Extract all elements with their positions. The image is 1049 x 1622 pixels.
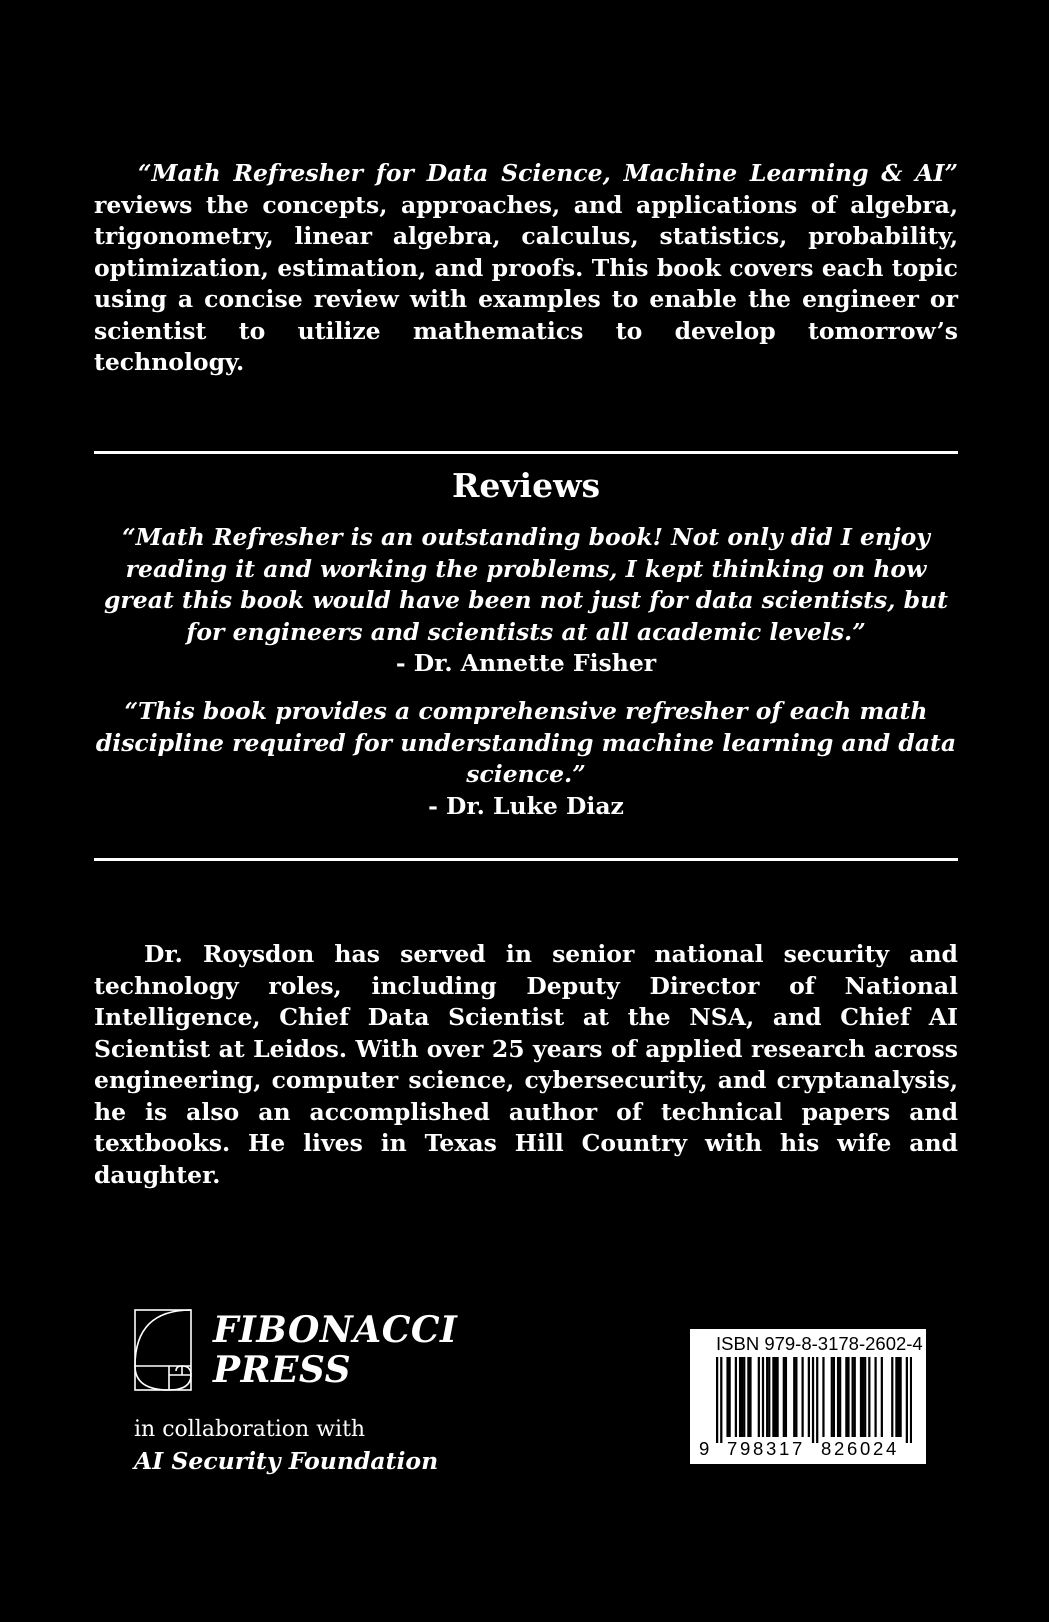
barcode-bar [906, 1357, 908, 1443]
barcode-bar [847, 1357, 849, 1437]
barcode-bar [864, 1357, 866, 1437]
description-text: reviews the concepts, approaches, and applications of algebra, trigonometry, linear algebra, calculus, statistics, probability, optimization, estimation, and proofs. This book covers each topic using a concise review with examples to enable the engineer or scientist to utilize mathematics to develop tomorrow’s technology. [94, 190, 958, 376]
barcode-bar [816, 1357, 818, 1443]
barcode-bar [899, 1357, 901, 1437]
barcode-bar [897, 1357, 899, 1437]
barcode-bar [845, 1357, 847, 1437]
barcode-bar [839, 1357, 841, 1437]
review-2-author: - Dr. Luke Diaz [428, 791, 624, 820]
publisher-name-line-1: FIBONACCI [213, 1309, 458, 1351]
publisher-name [213, 1310, 457, 1390]
barcode-bar [881, 1357, 883, 1437]
barcode-bar [854, 1357, 856, 1437]
barcode-bar [776, 1357, 778, 1437]
barcode-bar [793, 1357, 795, 1437]
review-1-author: - Dr. Annette Fisher [395, 649, 657, 677]
isbn-label: ISBN 979-8-3178-2602-4 [716, 1333, 923, 1354]
barcode-bar [891, 1357, 893, 1437]
barcode-bar [743, 1357, 745, 1437]
barcode-bar [874, 1357, 876, 1437]
barcode-bar [868, 1357, 870, 1437]
barcode-bars [716, 1357, 912, 1443]
barcode-bar [801, 1357, 803, 1437]
barcode-bar [862, 1357, 864, 1437]
barcode-digits-left: 798317 [727, 1438, 805, 1459]
top-divider [94, 451, 958, 454]
isbn-barcode [690, 1329, 926, 1464]
review-1-quote: “Math Refresher is an outstanding book! Not only did I enjoy reading it and working the problems, I kept thinking on how great this book would have been not just for data scientists, but for engineers and scientists at all academic levels.” [103, 523, 949, 646]
barcode-bar [774, 1357, 776, 1437]
barcode-digit-first: 9 [699, 1438, 710, 1459]
barcode-bar [812, 1357, 814, 1443]
barcode-bar [749, 1357, 751, 1437]
barcode-bar [729, 1357, 731, 1437]
barcode-bar [783, 1357, 785, 1437]
barcode-bar [795, 1357, 797, 1437]
barcode-digits-right: 826024 [821, 1438, 899, 1459]
author-bio: Dr. Roysdon has served in senior national security and technology roles, including Deputy Director of National Intelligence, Chief Data Scientist at the NSA, and Chief AI Scientist at Leidos. With over 25 years of applied research across engineering, computer science, cybersecurity, and cryptanalysis, he is also an accomplished author of technical papers and textbooks. He lives in Texas Hill Country with his wife and daughter. [94, 940, 958, 1189]
partner-name: AI Security Foundation [134, 1447, 439, 1475]
barcode-bar [910, 1357, 912, 1443]
barcode-bar [852, 1357, 854, 1437]
barcode-bar [785, 1357, 787, 1437]
review-2-quote: “This book provides a comprehensive refresher of each math discipline required for understanding machine learning and data science.” [95, 697, 957, 788]
barcode-bar [766, 1357, 768, 1437]
barcode-bar [735, 1357, 737, 1437]
barcode-bar [739, 1357, 741, 1437]
reviews-heading: Reviews [451, 466, 601, 505]
review-2 [94, 696, 958, 822]
publisher-name-line-2: PRESS [213, 1349, 352, 1391]
barcode-bar [747, 1357, 749, 1437]
barcode-digits [690, 1434, 926, 1462]
review-1 [94, 522, 958, 680]
barcode-bar [895, 1357, 897, 1437]
barcode-bar [762, 1357, 764, 1437]
barcode-bar [758, 1357, 760, 1437]
barcode-bar [720, 1357, 722, 1443]
barcode-bar [822, 1357, 824, 1437]
barcode-bar [837, 1357, 839, 1437]
description-paragraph [94, 158, 958, 379]
barcode-bar [768, 1357, 770, 1437]
barcode-bar [833, 1357, 835, 1437]
barcode-bar [772, 1357, 774, 1437]
collaboration-label: in collaboration with [134, 1417, 366, 1442]
barcode-bar [716, 1357, 718, 1443]
bottom-divider [94, 858, 958, 861]
barcode-bar [831, 1357, 833, 1437]
barcode-bar [726, 1357, 728, 1437]
barcode-bar [860, 1357, 862, 1437]
barcode-bar [741, 1357, 743, 1437]
barcode-bar [808, 1357, 810, 1437]
golden-spiral-icon [134, 1309, 192, 1391]
book-title-quote: “Math Refresher for Data Science, Machine Learning & AI” [138, 159, 958, 187]
